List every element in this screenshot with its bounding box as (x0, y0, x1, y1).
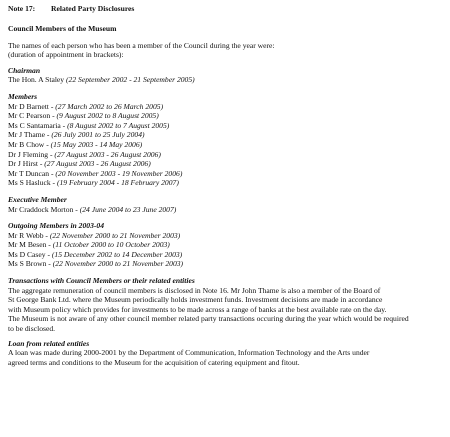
chairman-heading: Chairman (8, 65, 41, 75)
paragraph-line: agreed terms and conditions to the Museum for the acquisition of catering equipment and fitout. (8, 357, 300, 367)
appointment-dates: (9 August 2002 to 8 August 2005) (56, 111, 159, 121)
transactions-heading: Transactions with Council Members or their related entities (8, 276, 195, 286)
member-row: Ms S Brown - (22 November 2000 to 21 November 2003) (8, 259, 184, 269)
member-row: Mr B Chow - (15 May 2003 - 14 May 2006) (8, 139, 143, 149)
member-name: Mr Craddock Morton (8, 204, 74, 214)
intro-line: The names of each person who has been a member of the Council during the year were: (8, 40, 275, 50)
member-name: Ms C Santamaria (8, 120, 61, 130)
appointment-dates: (22 November 2000 to 21 November 2003) (52, 259, 184, 269)
member-name: Mr D Barnett (8, 101, 49, 111)
appointment-dates: (15 May 2003 - 14 May 2006) (50, 139, 143, 149)
member-name: Mr M Besen (8, 240, 47, 250)
paragraph-line: A loan was made during 2000-2001 by the Department of Communication, Information Technology and the Arts under (8, 348, 370, 358)
member-name: Dr J Hirst (8, 159, 38, 169)
appointment-dates: (20 November 2003 - 19 November 2006) (55, 168, 183, 178)
member-row: Dr J Fleming - (27 August 2003 - 26 August 2006) (8, 149, 161, 159)
member-name: Dr J Fleming (8, 149, 49, 159)
member-row: Mr C Pearson - (9 August 2002 to 8 August 2005) (8, 111, 159, 121)
intro-line: (duration of appointment in brackets): (8, 50, 124, 60)
note-title: Related Party Disclosures (51, 4, 135, 13)
member-row: Ms D Casey - (15 December 2002 to 14 December 2003) (8, 249, 183, 259)
appointment-dates: (24 June 2004 to 23 June 2007) (79, 204, 177, 214)
member-name: Ms S Hasluck (8, 178, 51, 188)
note-heading (8, 4, 446, 16)
member-name: Ms S Brown (8, 259, 47, 269)
outgoing-group (8, 221, 446, 269)
paragraph-line: to be disclosed. (8, 324, 56, 334)
paragraph-line: with Museum policy which provides for investments to be made across a range of banks at the best available rate on the day. (8, 304, 387, 314)
member-row: Dr J Hirst - (27 August 2003 - 26 August 2006) (8, 159, 151, 169)
outgoing-heading: Outgoing Members in 2003-04 (8, 221, 104, 231)
paragraph-line: The Museum is not aware of any other council member related party transactions occuring during the year which would be required (8, 314, 409, 324)
member-name: Mr C Pearson (8, 111, 51, 121)
section-title: Council Members of the Museum (8, 24, 117, 33)
chairman-row (8, 75, 446, 85)
appointment-dates: (26 July 2001 to 25 July 2004) (51, 130, 145, 140)
transactions-section (8, 276, 446, 334)
appointment-dates: (22 September 2002 - 21 September 2005) (66, 75, 195, 85)
member-row: Mr J Thame - (26 July 2001 to 25 July 2004) (8, 130, 145, 140)
executive-group (8, 195, 446, 214)
appointment-dates: (22 November 2000 to 21 November 2003) (49, 230, 181, 240)
paragraph-line: The aggregate remuneration of council members is disclosed in Note 16. Mr John Thame is also a member of the Board of (8, 285, 381, 295)
members-group (8, 92, 446, 188)
member-name: Mr R Webb (8, 230, 44, 240)
appointment-dates: (27 March 2002 to 26 March 2005) (55, 101, 164, 111)
member-row: Mr D Barnett - (27 March 2002 to 26 March 2005) (8, 101, 164, 111)
member-row: Mr T Duncan - (20 November 2003 - 19 November 2006) (8, 168, 183, 178)
intro-paragraph (8, 41, 446, 60)
member-row: Mr R Webb - (22 November 2000 to 21 November 2003) (8, 230, 181, 240)
member-name: Ms D Casey (8, 249, 46, 259)
appointment-dates: (27 August 2003 - 26 August 2006) (44, 159, 151, 169)
appointment-dates: (15 December 2002 to 14 December 2003) (51, 249, 183, 259)
appointment-dates: (27 August 2003 - 26 August 2006) (54, 149, 161, 159)
executive-heading: Executive Member (8, 194, 67, 204)
member-name: Mr J Thame (8, 130, 45, 140)
document-page (8, 4, 446, 372)
paragraph-line: St George Bank Ltd. where the Museum periodically holds investment funds. Investment decisions are made in accordance (8, 295, 383, 305)
member-name: Mr B Chow (8, 139, 45, 149)
member-name: The Hon. A Staley (8, 75, 65, 85)
loan-section (8, 339, 446, 368)
member-name: Mr T Duncan (8, 168, 50, 178)
member-row: Mr M Besen - (11 October 2000 to 10 October 2003) (8, 240, 170, 250)
member-row: Ms S Hasluck - (19 February 2004 - 18 February 2007) (8, 178, 179, 188)
appointment-dates: (11 October 2000 to 10 October 2003) (52, 240, 170, 250)
member-row: Mr Craddock Morton - (24 June 2004 to 23 June 2007) (8, 204, 177, 214)
appointment-dates: (19 February 2004 - 18 February 2007) (56, 178, 179, 188)
chairman-group (8, 66, 446, 85)
member-row: Ms C Santamaria - (8 August 2002 to 7 August 2005) (8, 120, 170, 130)
members-heading: Members (8, 91, 38, 101)
appointment-dates: (8 August 2002 to 7 August 2005) (67, 120, 170, 130)
loan-heading: Loan from related entities (8, 338, 90, 348)
note-number: Note 17: (8, 4, 36, 13)
